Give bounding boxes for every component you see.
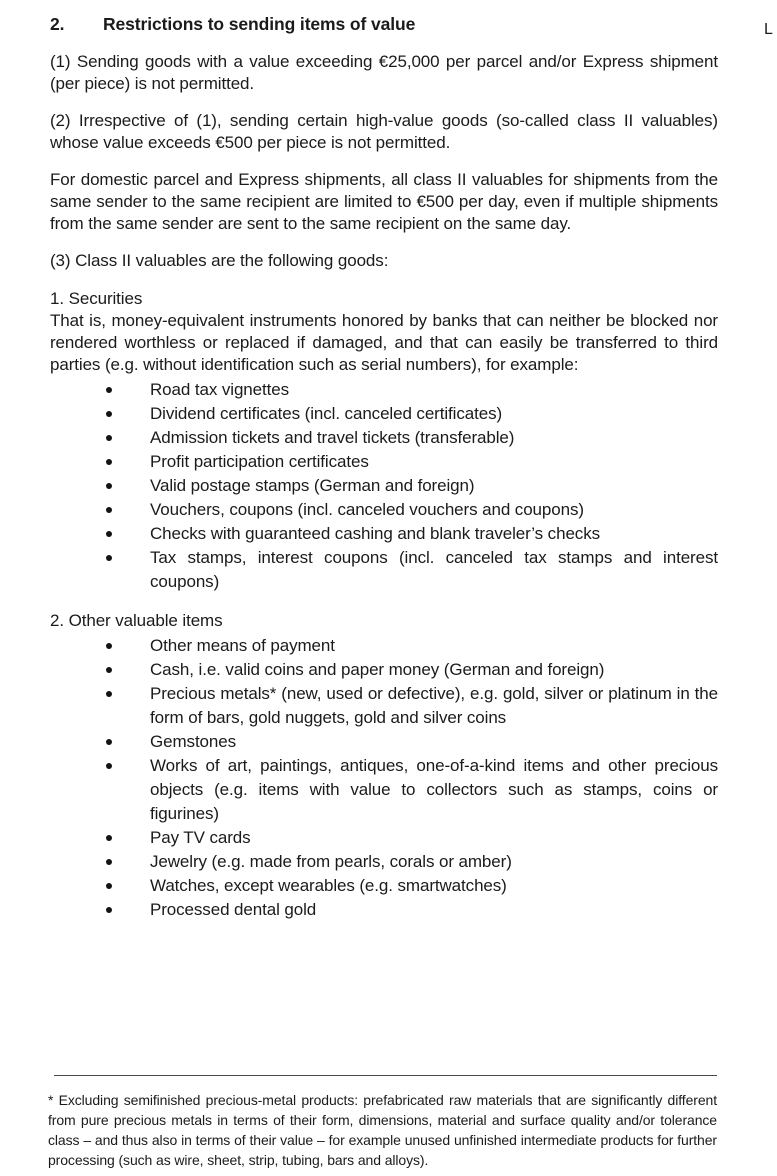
paragraph-4: (3) Class II valuables are the following goods: <box>50 251 389 270</box>
bullet-icon <box>106 667 112 673</box>
bullet-icon <box>106 459 112 465</box>
list-item <box>50 850 718 874</box>
list-item-text: Road tax vignettes <box>150 380 290 399</box>
bullet-icon <box>106 531 112 537</box>
list-item-text: Pay TV cards <box>150 828 251 847</box>
section-heading <box>50 13 718 36</box>
paragraph-2: (2) Irrespective of (1), sending certain high-value goods (so-called class II valuables) whose value exceeds €500 per piece is not permitted. <box>50 111 718 152</box>
list-item-text: Tax stamps, interest coupons (incl. canceled tax stamps and interest coupons) <box>150 548 718 591</box>
list-item-text: Checks with guaranteed cashing and blank traveler’s checks <box>150 524 600 543</box>
list-item-text: Works of art, paintings, antiques, one-of-a-kind items and other precious objects (e.g. items with value to collectors such as stamps, coins or figurines) <box>150 756 718 823</box>
bullet-icon <box>106 835 112 841</box>
footnote-divider <box>54 1075 717 1076</box>
bullet-icon <box>106 883 112 889</box>
list-item <box>50 826 718 850</box>
bullet-icon <box>106 859 112 865</box>
section-number: 2. <box>50 14 65 34</box>
list-item-text: Jewelry (e.g. made from pearls, corals or amber) <box>150 852 512 871</box>
bullet-icon <box>106 643 112 649</box>
list-item <box>50 754 718 826</box>
list-item <box>50 898 718 922</box>
page-edge-text-fragment: L <box>764 21 773 38</box>
bullet-icon <box>106 691 112 697</box>
bullet-icon <box>106 507 112 513</box>
footnote-text: * Excluding semifinished precious-metal products: prefabricated raw materials that are significantly different from pure precious metals in terms of their form, dimensions, material and surface quality and/or tolerance class – and thus also in terms of their value – for example unused unfinished intermediate products for further processing (such as wire, sheet, strip, tubing, bars and alloys). <box>48 1092 717 1168</box>
other-valuables-list <box>50 634 718 922</box>
list-item <box>50 522 718 546</box>
subsection-other-valuables <box>50 609 718 922</box>
list-item <box>50 378 718 402</box>
list-item <box>50 402 718 426</box>
list-item <box>50 730 718 754</box>
list-item-text: Processed dental gold <box>150 900 317 919</box>
list-item-text: Admission tickets and travel tickets (transferable) <box>150 428 515 447</box>
paragraph-3: For domestic parcel and Express shipments, all class II valuables for shipments from the same sender to the same recipient are limited to €500 per day, even if multiple shipments from the same sender are sent to the same recipient on the same day. <box>50 170 718 233</box>
list-item-text: Vouchers, coupons (incl. canceled vouchers and coupons) <box>150 500 584 519</box>
list-item-text: Other means of payment <box>150 636 335 655</box>
section-heading-title: Restrictions to sending items of value <box>103 14 416 34</box>
list-item-text: Dividend certificates (incl. canceled certificates) <box>150 404 503 423</box>
list-item <box>50 474 718 498</box>
list-item <box>50 450 718 474</box>
list-item-text: Watches, except wearables (e.g. smartwatches) <box>150 876 507 895</box>
paragraph-1: (1) Sending goods with a value exceeding €25,000 per parcel and/or Express shipment (per piece) is not permitted. <box>50 52 718 93</box>
securities-list <box>50 378 718 594</box>
list-item <box>50 658 718 682</box>
subsection-other-valuables-title: 2. Other valuable items <box>50 611 223 630</box>
list-item <box>50 874 718 898</box>
bullet-icon <box>106 411 112 417</box>
bullet-icon <box>106 435 112 441</box>
document-content <box>0 13 777 922</box>
bullet-icon <box>106 739 112 745</box>
footnote <box>0 1075 777 1176</box>
subsection-securities-title: 1. Securities <box>50 289 143 308</box>
bullet-icon <box>106 907 112 913</box>
subsection-securities-intro: That is, money-equivalent instruments honored by banks that can neither be blocked nor rendered worthless or replaced if damaged, and that can easily be transferred to third parties (e.g. without identification such as serial numbers), for example: <box>50 311 718 374</box>
bullet-icon <box>106 763 112 769</box>
bullet-icon <box>106 387 112 393</box>
bullet-icon <box>106 483 112 489</box>
list-item-text: Gemstones <box>150 732 237 751</box>
list-item <box>50 546 718 594</box>
list-item-text: Cash, i.e. valid coins and paper money (German and foreign) <box>150 660 605 679</box>
list-item <box>50 498 718 522</box>
bullet-icon <box>106 555 112 561</box>
list-item-text: Precious metals* (new, used or defective), e.g. gold, silver or platinum in the form of bars, gold nuggets, gold and silver coins <box>150 684 718 727</box>
list-item <box>50 426 718 450</box>
list-item-text: Valid postage stamps (German and foreign) <box>150 476 475 495</box>
list-item-text: Profit participation certificates <box>150 452 369 471</box>
subsection-securities <box>50 287 718 594</box>
list-item <box>50 634 718 658</box>
list-item <box>50 682 718 730</box>
